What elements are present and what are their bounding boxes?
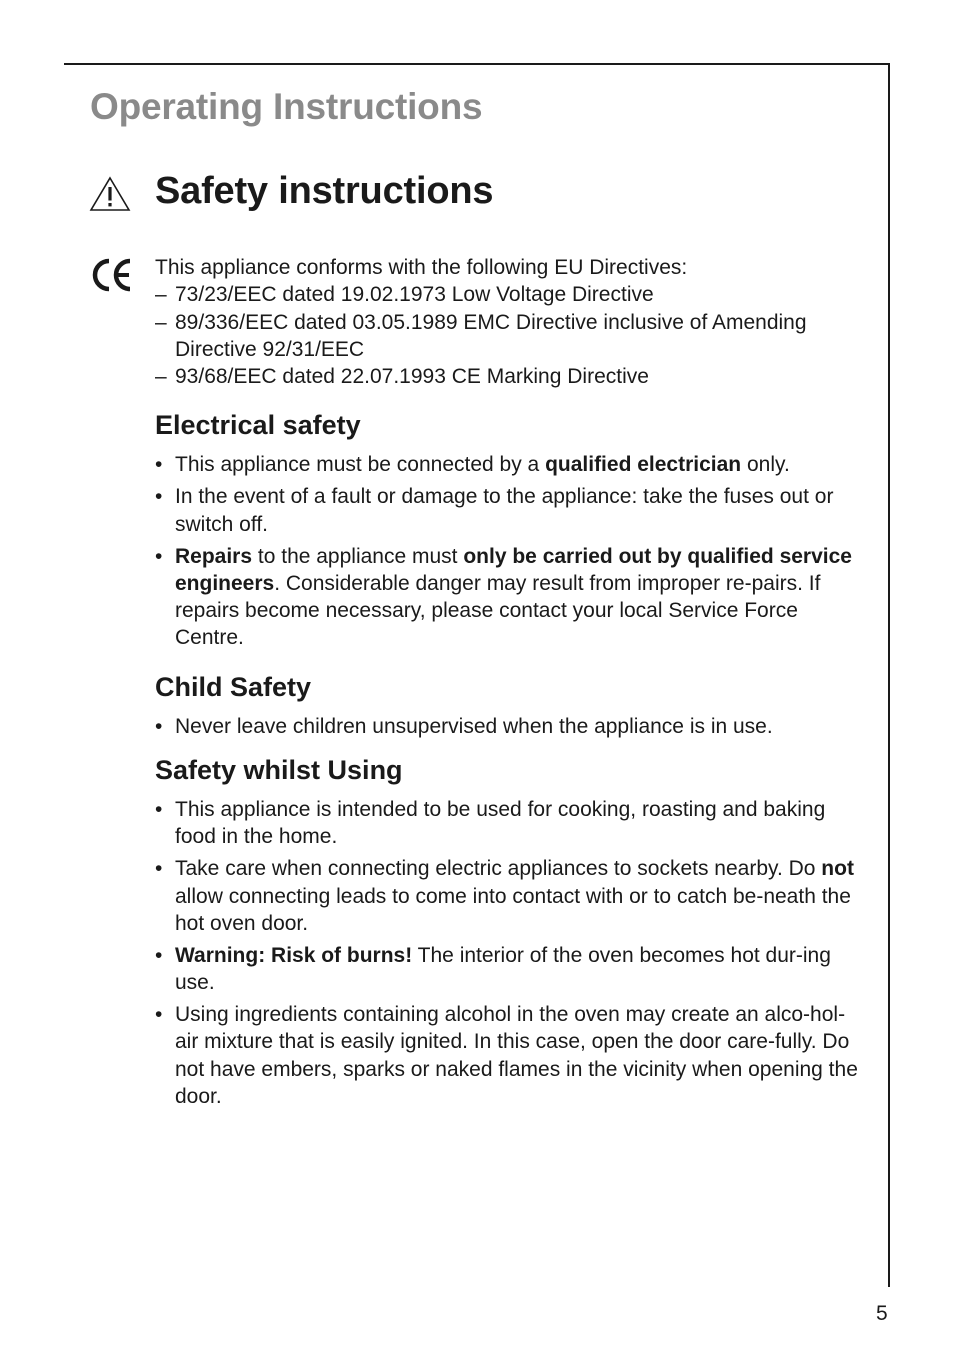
right-rule xyxy=(888,63,890,1287)
warning-triangle-icon xyxy=(89,176,131,212)
content-area xyxy=(155,254,867,1115)
list-item: • Never leave children unsupervised when the appliance is in use. xyxy=(155,714,773,738)
directive-item: – 93/68/EEC dated 22.07.1993 CE Marking Directive xyxy=(155,365,649,389)
conformity-intro: This appliance conforms with the following EU Directives: xyxy=(155,256,688,279)
section-title: Safety instructions xyxy=(155,170,494,212)
directive-list xyxy=(155,281,867,390)
directive-item: – 73/23/EEC dated 19.02.1973 Low Voltage Directive xyxy=(155,283,654,307)
safety-using-heading: Safety whilst Using xyxy=(155,755,403,786)
list-item: • Using ingredients containing alcohol in the oven may create an alco-hol-air mixture that is easily ignited. In this case, open the door care-fully. Do not have embers, sparks or naked flames in the vicinity when opening the door. xyxy=(155,1002,858,1108)
ce-mark-icon xyxy=(90,255,134,295)
electrical-safety-heading: Electrical safety xyxy=(155,410,361,441)
child-safety-list xyxy=(155,713,867,740)
child-safety-heading: Child Safety xyxy=(155,671,312,702)
list-item: • This appliance must be connected by a qualified electrician only. xyxy=(155,453,790,477)
top-rule xyxy=(64,63,890,65)
safety-using-list xyxy=(155,796,867,1110)
directive-item: – 89/336/EEC dated 03.05.1989 EMC Directive inclusive of Amending Directive 92/31/EEC xyxy=(155,310,807,361)
list-item: • In the event of a fault or damage to the appliance: take the fuses out or switch off. xyxy=(155,485,834,536)
list-item: • Repairs to the appliance must only be carried out by qualified service engineers. Considerable danger may result from improper re-pairs. If repairs become necessary, please contact your local Service Force Centre. xyxy=(155,544,852,650)
page-header-title: Operating Instructions xyxy=(90,86,483,127)
page-number: 5 xyxy=(876,1302,888,1325)
list-item: • This appliance is intended to be used for cooking, roasting and baking food in the home. xyxy=(155,798,826,849)
list-item: • Warning: Risk of burns! The interior of the oven becomes hot dur-ing use. xyxy=(155,943,831,995)
list-item: • Take care when connecting electric appliances to sockets nearby. Do not allow connecting leads to come into contact with or to catch be-neath the hot oven door. xyxy=(155,857,854,935)
electrical-safety-list xyxy=(155,451,867,651)
